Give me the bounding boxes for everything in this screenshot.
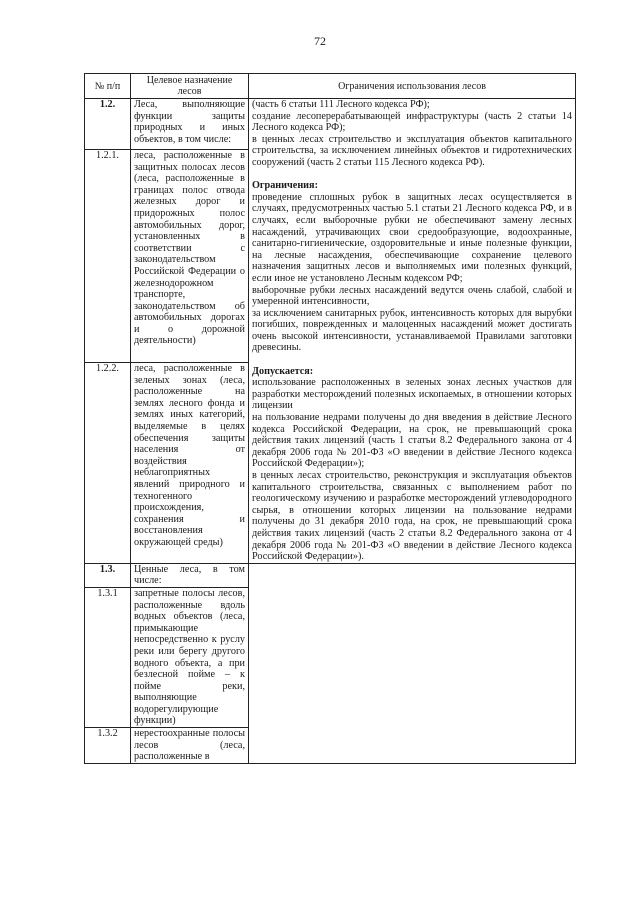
header-restrictions: Ограничения использования лесов (249, 74, 576, 99)
table-row (85, 563, 576, 587)
row-num: 1.3.1 (85, 587, 131, 727)
permitted-text: на пользование недрами получены до дня введения в действие Лесного кодекса Российской Федерации, на срок, не превышающий срока действия таких лицензий (часть 1 статьи 8.2 Федерального закона от 4 декабря 2006 года № 201-ФЗ «О введении в действие Лесного кодекса Российской Федерации»); (252, 412, 572, 470)
permitted-text: в ценных лесах строительство, реконструкция и эксплуатация объектов капитального строительства, связанных с выполнением работ по геологическому изучению и разработке месторождений углеводородного сырья, в отношении которых лицензии на пользование недрами получены до 31 декабря 2010 года, на срок, не превышающий срока действия таких лицензий (часть 2 статьи 8.2 Федерального закона от 4 декабря 2006 года № 201-ФЗ «О введении в действие Лесного кодекса Российской Федерации»). (252, 470, 572, 563)
forest-restrictions-table (84, 73, 576, 764)
restriction-text: создание лесоперерабатывающей инфраструктуры (часть 2 статьи 14 Лесного кодекса РФ); (252, 110, 572, 134)
row-num: 1.3.2 (85, 728, 131, 764)
restriction-text: проведение сплошных рубок в защитных лесах осуществляется в случаях, предусмотренных частью 5.1 статьи 21 Лесного кодекса РФ, и в случаях, если выборочные рубки не обеспечивают замену лесных насаждений, утрачивающих свои средообразующие, водоохранные, санитарно-гигиенические, оздоровительные и иные полезные функции, на лесные насаждения, обеспечивающие сохранение целевого назначения защитных лесов и выполняемых ими полезных функций, если иное не установлено Лесным кодексом РФ; (252, 191, 572, 284)
restrictions-cell-empty (249, 563, 576, 763)
row-num: 1.2.2. (85, 363, 131, 564)
row-purpose: леса, расположенные в защитных полосах лесов (леса, расположенные в границах полос отвода железных дорог и придорожных полос автомобильных дорог, установленных в соответствии с законодательством Российской Федерации о железнодорожном транспорте, законодательством об автомобильных дорогах и о дорожной деятельности) (131, 149, 249, 362)
restriction-text: в ценных лесах строительство и эксплуатация объектов капитального строительства, за исключением линейных объектов и гидротехнических сооружений (часть 2 статьи 115 Лесного кодекса РФ). (252, 133, 572, 168)
table-row (85, 99, 576, 150)
header-num: № п/п (85, 74, 131, 99)
row-purpose: запретные полосы лесов, расположенные вдоль водных объектов (леса, примыкающие непосредственно к руслу реки или берегу другого водного объекта, а при безлесной пойме – к пойме реки, выполняющие водорегулирующие функции) (131, 587, 249, 727)
restrictions-heading: Ограничения: (252, 180, 318, 192)
permitted-heading: Допускается: (252, 365, 314, 377)
row-purpose: Ценные леса, в том числе: (131, 563, 249, 587)
restrictions-cell (249, 99, 576, 564)
restriction-text: за исключением санитарных рубок, интенсивность которых для вырубки погибших, поврежденных и малоценных насаждений может достигать очень высокой интенсивности, устанавливаемой Правилами заготовки древесины. (252, 307, 572, 354)
row-purpose: Леса, выполняющие функции защиты природных и иных объектов, в том числе: (131, 99, 249, 150)
header-purpose: Целевое назначение лесов (131, 74, 249, 99)
row-num: 1.2. (85, 99, 131, 150)
row-num: 1.3. (85, 563, 131, 587)
permitted-text: использование расположенных в зеленых зонах лесных участков для разработки месторождений полезных ископаемых, в отношении которых лицензии (252, 377, 572, 412)
table-header-row (85, 74, 576, 99)
row-num: 1.2.1. (85, 149, 131, 362)
page-number: 72 (314, 34, 326, 48)
restriction-text: (часть 6 статьи 111 Лесного кодекса РФ); (252, 99, 430, 110)
row-purpose: нерестоохранные полосы лесов (леса, расположенные в (131, 728, 249, 764)
restriction-text: выборочные рубки лесных насаждений ведутся очень слабой, слабой и умеренной интенсивности, (252, 284, 572, 308)
row-purpose: леса, расположенные в зеленых зонах (леса, расположенные на землях лесного фонда и землях иных категорий, выделяемые в целях обеспечения защиты населения от воздействия неблагоприятных явлений природного и техногенного происхождения, сохранения и восстановления окружающей среды) (131, 363, 249, 564)
